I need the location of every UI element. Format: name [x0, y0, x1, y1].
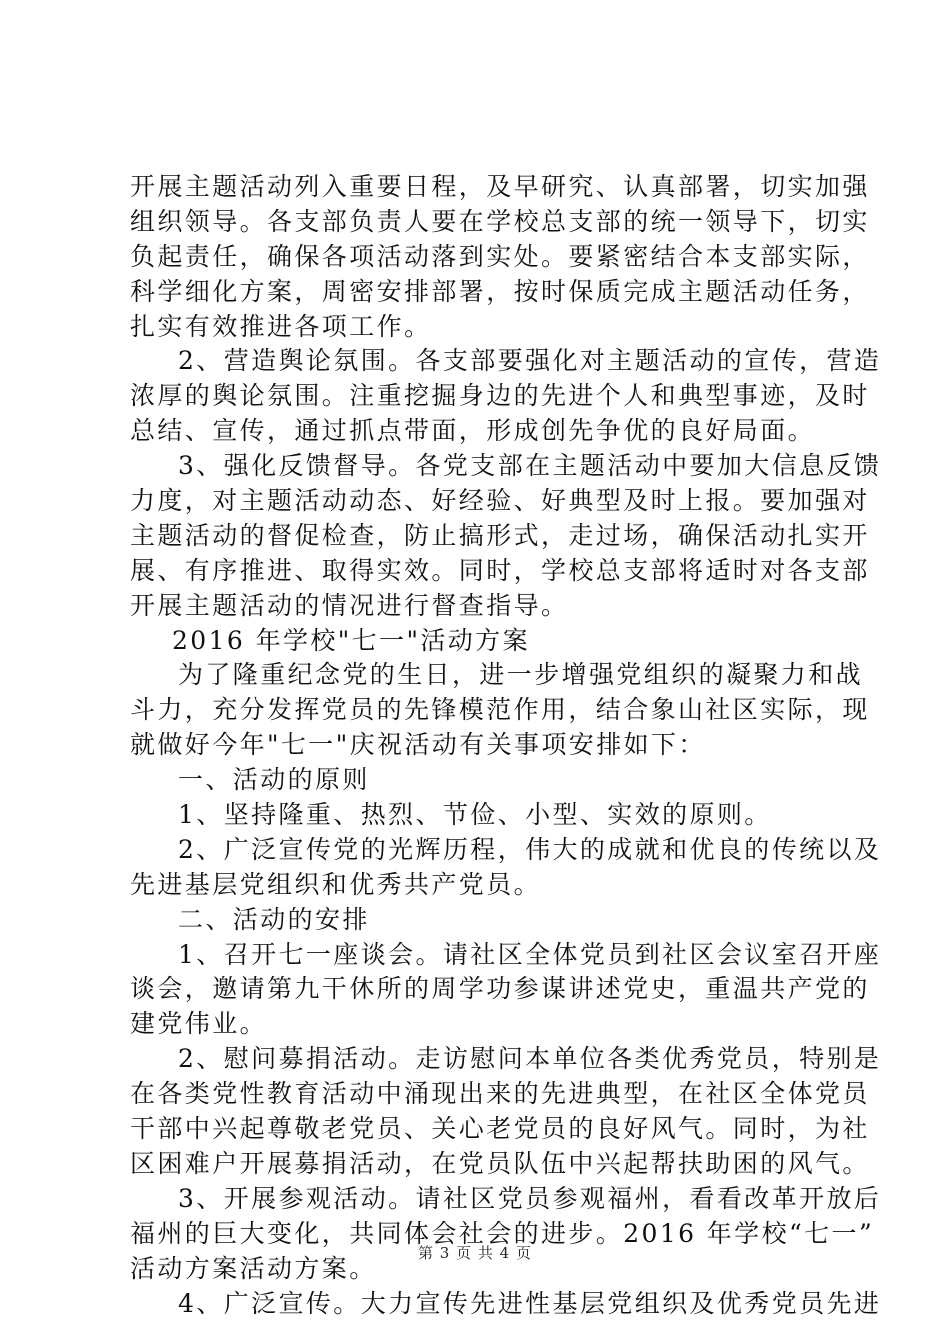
paragraph-start: 1、召开七一座谈会。请社区全体党员到社区会议室召开座 — [178, 939, 882, 969]
body-line: 科学细化方案，周密安排部署，按时保质完成主题活动任务， — [130, 276, 870, 306]
paragraph-start: 1、坚持隆重、热烈、节俭、小型、实效的原则。 — [178, 800, 772, 830]
body-line: 组织领导。各支部负责人要在学校总支部的统一领导下，切实 — [130, 206, 870, 236]
body-line: 先进基层党组织和优秀共产党员。 — [130, 869, 542, 899]
body-line: 浓厚的舆论氛围。注重挖掘身边的先进个人和典型事迹，及时 — [130, 381, 870, 411]
body-line: 扎实有效推进各项工作。 — [130, 311, 432, 341]
body-line: 主题活动的督促检查，防止搞形式，走过场，确保活动扎实开 — [130, 520, 870, 550]
paragraph-start: 2、慰问募捐活动。走访慰问本单位各类优秀党员，特别是 — [178, 1044, 882, 1074]
paragraph-start: 为了隆重纪念党的生日，进一步增强党组织的凝聚力和战 — [178, 660, 864, 690]
body-line: 力度，对主题活动动态、好经验、好典型及时上报。要加强对 — [130, 486, 870, 516]
paragraph-start: 2、营造舆论氛围。各支部要强化对主题活动的宣传，营造 — [178, 346, 882, 376]
subheading: 一、活动的原则 — [178, 765, 370, 795]
body-line: 开展主题活动列入重要日程，及早研究、认真部署，切实加强 — [130, 172, 870, 201]
body-line: 斗力，充分发挥党员的先锋模范作用，结合象山社区实际，现 — [130, 695, 870, 725]
section-title: 2016 年学校"七一"活动方案 — [172, 625, 530, 655]
body-line: 活动方案活动方案。 — [130, 1253, 377, 1283]
body-line: 干部中兴起尊敬老党员、关心老党员的良好风气。同时，为社 — [130, 1114, 870, 1144]
body-line: 就做好今年"七一"庆祝活动有关事项安排如下： — [130, 730, 706, 760]
subheading: 二、活动的安排 — [178, 904, 370, 934]
body-line: 总结、宣传，通过抓点带面，形成创先争优的良好局面。 — [130, 416, 816, 446]
body-line: 负起责任，确保各项活动落到实处。要紧密结合本支部实际， — [130, 241, 870, 271]
paragraph-start: 4、广泛宣传。大力宣传先进性基层党组织及优秀党员先进 — [178, 1288, 882, 1318]
body-line: 谈会，邀请第九干休所的周学功参谋讲述党史，重温共产党的 — [130, 974, 870, 1004]
body-line: 区困难户开展募捐活动，在党员队伍中兴起帮扶助困的风气。 — [130, 1148, 870, 1178]
body-line: 建党伟业。 — [130, 1009, 268, 1039]
document-body — [130, 170, 882, 1321]
paragraph-start: 3、强化反馈督导。各党支部在主题活动中要加大信息反馈 — [178, 451, 882, 481]
body-line: 开展主题活动的情况进行督查指导。 — [130, 590, 569, 620]
page-footer: 第 3 页 共 4 页 — [418, 1244, 532, 1262]
body-line: 展、有序推进、取得实效。同时，学校总支部将适时对各支部 — [130, 555, 870, 585]
body-line: 福州的巨大变化，共同体会社会的进步。2016 年学校“七一” — [130, 1218, 875, 1248]
paragraph-start: 3、开展参观活动。请社区党员参观福州，看看改革开放后 — [178, 1183, 882, 1213]
paragraph-start: 2、广泛宣传党的光辉历程，伟大的成就和优良的传统以及 — [178, 834, 882, 864]
body-line: 在各类党性教育活动中涌现出来的先进典型，在社区全体党员 — [130, 1079, 870, 1109]
